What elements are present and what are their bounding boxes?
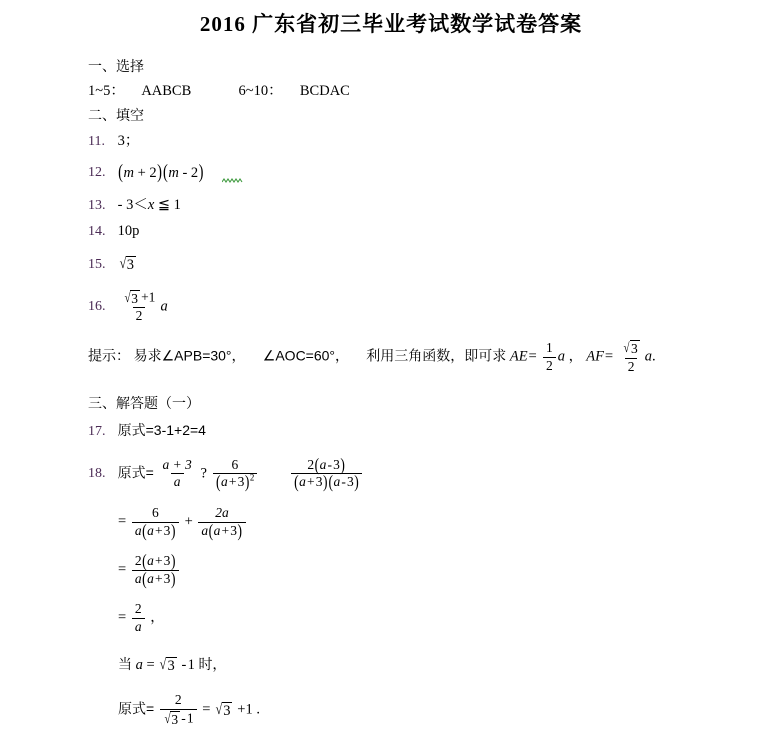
radical-sign-icon: √ <box>215 701 223 718</box>
plus-sign: + 2 <box>133 164 157 181</box>
radical-sign-icon: √ <box>159 657 167 674</box>
denominator: √ 3 - 1 <box>160 709 197 728</box>
operator-glyph: ? <box>200 465 207 482</box>
answer-item-18-line-3 <box>88 550 748 589</box>
item-number: 13. <box>88 197 106 213</box>
fraction-6-over-a-times-a-plus-3 <box>132 506 179 538</box>
answer-item-13 <box>88 195 748 216</box>
hint-af-label: AF= <box>586 348 614 365</box>
denominator: a(a + 3) <box>132 522 179 539</box>
hint-text-1: 易求∠APB=30°， <box>133 347 246 364</box>
equals-sign: = <box>118 561 127 578</box>
answer-item-11 <box>88 131 748 152</box>
section-heading-choice <box>88 56 748 78</box>
paren-open: ( <box>118 161 123 184</box>
choice-range-1-5-value: AABCB <box>141 83 192 100</box>
substitution-suffix: 时， <box>198 656 227 673</box>
minus-sign: - 2 <box>178 164 199 181</box>
spellcheck-squiggle-icon <box>222 170 244 176</box>
numerator: 2(a + 3) <box>134 550 176 571</box>
item-answer: - 3＜x ≦ 1 <box>117 196 181 213</box>
section-three-heading: 三、解答题（一） <box>88 394 200 411</box>
paren-close: ) <box>198 161 204 184</box>
numerator: 2 <box>174 692 182 708</box>
square-root-3 <box>158 657 176 675</box>
fraction-2a-minus-3-over-product <box>291 453 363 492</box>
numerator: 2(a - 3) <box>307 453 345 475</box>
choice-answers-row <box>88 81 748 102</box>
answer-item-18-line-5 <box>88 654 748 676</box>
denominator: (a + 3)(a - 3) <box>291 473 363 490</box>
comma: ， <box>150 608 165 625</box>
exponent: 2 <box>249 472 255 483</box>
numerator: 1 <box>546 340 553 356</box>
denominator: (a + 3)$^2$ <box>213 473 258 490</box>
variable-a: a <box>160 298 168 315</box>
answer-item-18-line-1 <box>88 453 748 492</box>
item-answer: 原式=3-1+2=4 <box>117 421 206 438</box>
item-number: 16. <box>88 299 106 315</box>
variable-a: a <box>644 348 652 365</box>
page-title: 2016 广东省初三毕业考试数学试卷答案 <box>199 12 583 36</box>
answer-item-14 <box>88 221 748 242</box>
numerator: 2 <box>134 601 142 617</box>
item-number: 18. <box>88 466 106 482</box>
fraction-2-over-sqrt3-minus-1 <box>160 693 197 728</box>
substitution-prefix: 当 <box>118 656 132 673</box>
section-one-heading: 一、选择 <box>88 58 144 74</box>
radicand: 3 <box>167 658 175 675</box>
numerator: 6 <box>152 505 159 520</box>
item-answer: 3； <box>117 133 140 150</box>
hint-line <box>88 340 748 375</box>
hint-ae-label: AE= <box>509 348 538 365</box>
fraction-2-over-a <box>132 602 145 634</box>
radical-sign-icon: √ <box>119 255 126 272</box>
numerator: 2a <box>215 505 229 520</box>
fraction-one-half <box>543 341 556 373</box>
fraction-2a-over-a-times-a-plus-3 <box>198 506 245 538</box>
hint-text-3: 利用三角函数，即可求 <box>366 347 507 364</box>
equals-sign: = <box>146 657 155 674</box>
choice-range-1-5-label: 1~5： <box>88 83 125 100</box>
square-root-3 <box>214 702 232 720</box>
paren-open: ( <box>162 161 168 184</box>
fraction-sqrt3-plus-1-over-2 <box>120 290 159 325</box>
variable-a: a <box>135 657 143 674</box>
fraction-6-over-a-plus-3-squared <box>213 458 258 490</box>
item-answer-math <box>118 163 204 184</box>
period: . <box>256 702 260 719</box>
hint-period: . <box>651 348 656 365</box>
denominator: a(a + 3) <box>198 522 245 539</box>
section-heading-solve <box>88 393 748 415</box>
radicand: 3 <box>126 256 134 273</box>
numerator: √ 3 +1 <box>124 289 156 306</box>
answer-item-15 <box>88 254 748 275</box>
denominator: a <box>132 618 145 635</box>
yuanshi-label: 原式= <box>118 701 155 718</box>
choice-range-6-10-label: 6~10： <box>238 83 283 100</box>
variable-a: a <box>557 348 566 365</box>
answer-item-18-line-2 <box>88 506 748 538</box>
item-number: 15. <box>88 257 106 273</box>
equals-sign: = <box>202 702 211 719</box>
plus-one: +1 <box>236 702 253 719</box>
item-number: 14. <box>88 223 106 239</box>
yuanshi-label: 原式= <box>117 464 154 481</box>
fraction-sqrt3-over-2 <box>619 340 642 375</box>
radicand: 3 <box>223 702 231 719</box>
answer-item-12 <box>88 162 748 183</box>
section-two-heading: 二、填空 <box>88 107 144 124</box>
answer-item-18-line-4 <box>88 602 748 634</box>
numerator: √ 3 <box>623 340 638 357</box>
plus-sign: + <box>184 513 193 530</box>
section-heading-fill-in <box>88 105 748 127</box>
hint-comma: ， <box>568 347 583 364</box>
paren-close: ) <box>157 161 162 184</box>
item-number: 11. <box>88 134 105 150</box>
denominator: 2 <box>543 357 556 374</box>
hint-text-2: ∠AOC=60°， <box>262 347 350 364</box>
variable-m: m <box>168 164 179 181</box>
equals-sign: = <box>118 513 127 530</box>
denominator: 2 <box>625 358 638 375</box>
answer-item-18-line-6 <box>88 693 748 728</box>
item-answer: 10p <box>117 222 140 239</box>
answer-item-17 <box>88 420 748 442</box>
fraction-2-a-plus-3-over-a-a-plus-3 <box>132 550 179 589</box>
fraction-a-plus-3-over-a <box>159 458 194 490</box>
denominator: a(a + 3) <box>132 570 179 587</box>
variable-m: m <box>123 164 134 181</box>
item-number: 12. <box>88 165 106 181</box>
denominator: a <box>171 473 184 490</box>
choice-range-6-10-value: BCDAC <box>299 83 350 100</box>
denominator: 2 <box>133 307 146 324</box>
document-body <box>88 56 748 728</box>
answer-item-16 <box>88 290 748 325</box>
minus-one: - 1 <box>180 657 195 674</box>
item-number: 17. <box>88 423 106 439</box>
numerator: a + 3 <box>162 456 192 472</box>
square-root-3 <box>118 256 136 274</box>
equals-sign: = <box>118 609 127 626</box>
hint-label: 提示： <box>88 347 130 364</box>
numerator: 6 <box>231 456 239 472</box>
